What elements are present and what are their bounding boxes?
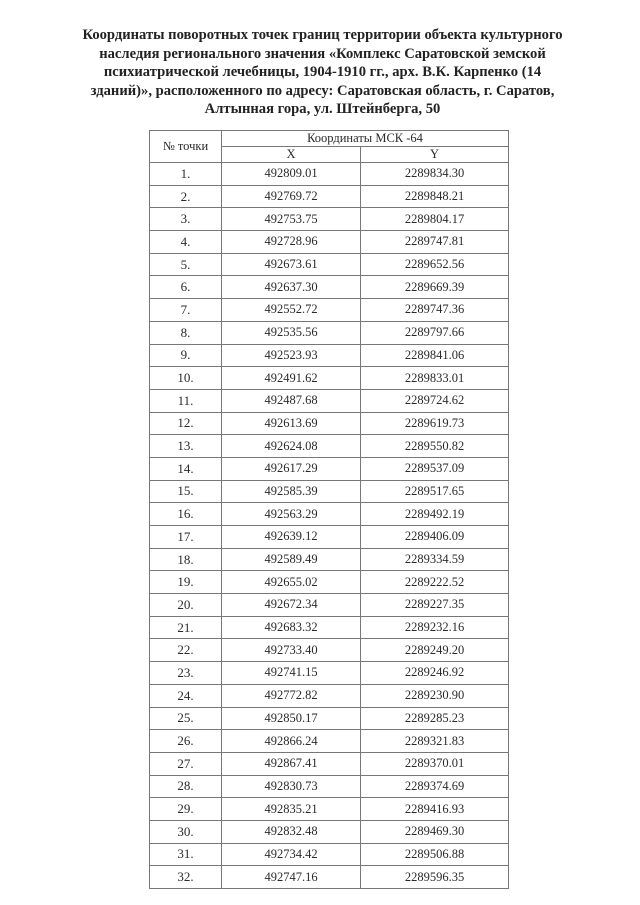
cell-x: 492673.61 xyxy=(222,253,361,276)
table-row xyxy=(150,616,509,639)
cell-point-number: 10. xyxy=(150,367,222,390)
table-row xyxy=(150,730,509,753)
cell-y: 2289232.16 xyxy=(361,616,509,639)
cell-point-number: 21. xyxy=(150,616,222,639)
cell-point-number: 20. xyxy=(150,594,222,617)
table-row xyxy=(150,253,509,276)
title-line-5: Алтынная гора, ул. Штейнберга, 50 xyxy=(204,101,441,118)
cell-x: 492655.02 xyxy=(222,571,361,594)
table-row xyxy=(150,752,509,775)
cell-point-number: 18. xyxy=(150,548,222,571)
cell-x: 492769.72 xyxy=(222,185,361,208)
cell-x: 492624.08 xyxy=(222,435,361,458)
table-row xyxy=(150,389,509,412)
table-row xyxy=(150,435,509,458)
table-row xyxy=(150,367,509,390)
table-row xyxy=(150,662,509,685)
header-y: Y xyxy=(361,147,509,163)
cell-x: 492523.93 xyxy=(222,344,361,367)
cell-y: 2289230.90 xyxy=(361,684,509,707)
table-row xyxy=(150,163,509,186)
cell-x: 492535.56 xyxy=(222,321,361,344)
cell-point-number: 2. xyxy=(150,185,222,208)
cell-point-number: 29. xyxy=(150,798,222,821)
table-row xyxy=(150,457,509,480)
title-line-3: психиатрической лечебницы, 1904-1910 гг., арх. В.К. Карпенко (14 xyxy=(103,64,542,81)
cell-point-number: 16. xyxy=(150,503,222,526)
cell-x: 492491.62 xyxy=(222,367,361,390)
cell-x: 492809.01 xyxy=(222,163,361,186)
cell-y: 2289619.73 xyxy=(361,412,509,435)
cell-point-number: 22. xyxy=(150,639,222,662)
cell-y: 2289517.65 xyxy=(361,480,509,503)
cell-x: 492728.96 xyxy=(222,231,361,254)
cell-x: 492672.34 xyxy=(222,594,361,617)
cell-y: 2289747.81 xyxy=(361,231,509,254)
cell-y: 2289227.35 xyxy=(361,594,509,617)
cell-x: 492832.48 xyxy=(222,820,361,843)
cell-x: 492617.29 xyxy=(222,457,361,480)
cell-y: 2289724.62 xyxy=(361,389,509,412)
cell-x: 492835.21 xyxy=(222,798,361,821)
cell-y: 2289416.93 xyxy=(361,798,509,821)
cell-y: 2289222.52 xyxy=(361,571,509,594)
cell-point-number: 9. xyxy=(150,344,222,367)
cell-point-number: 27. xyxy=(150,752,222,775)
table-row xyxy=(150,344,509,367)
cell-x: 492589.49 xyxy=(222,548,361,571)
table-row xyxy=(150,276,509,299)
cell-point-number: 13. xyxy=(150,435,222,458)
table-row xyxy=(150,798,509,821)
cell-y: 2289537.09 xyxy=(361,457,509,480)
cell-y: 2289797.66 xyxy=(361,321,509,344)
cell-point-number: 6. xyxy=(150,276,222,299)
cell-y: 2289506.88 xyxy=(361,843,509,866)
cell-point-number: 24. xyxy=(150,684,222,707)
table-row xyxy=(150,866,509,889)
table-row xyxy=(150,684,509,707)
cell-point-number: 7. xyxy=(150,299,222,322)
cell-point-number: 32. xyxy=(150,866,222,889)
cell-point-number: 3. xyxy=(150,208,222,231)
cell-x: 492585.39 xyxy=(222,480,361,503)
cell-y: 2289652.56 xyxy=(361,253,509,276)
table-row xyxy=(150,843,509,866)
cell-x: 492487.68 xyxy=(222,389,361,412)
cell-y: 2289370.01 xyxy=(361,752,509,775)
cell-x: 492552.72 xyxy=(222,299,361,322)
cell-x: 492866.24 xyxy=(222,730,361,753)
cell-y: 2289249.20 xyxy=(361,639,509,662)
cell-x: 492850.17 xyxy=(222,707,361,730)
table-row xyxy=(150,412,509,435)
coordinates-table xyxy=(149,130,509,889)
table-row xyxy=(150,185,509,208)
table-row xyxy=(150,299,509,322)
cell-y: 2289833.01 xyxy=(361,367,509,390)
cell-y: 2289669.39 xyxy=(361,276,509,299)
cell-y: 2289406.09 xyxy=(361,526,509,549)
cell-y: 2289848.21 xyxy=(361,185,509,208)
header-coordinates: Координаты МСК -64 xyxy=(222,131,509,147)
header-point-number: № точки xyxy=(150,131,222,163)
cell-x: 492734.42 xyxy=(222,843,361,866)
cell-x: 492563.29 xyxy=(222,503,361,526)
cell-x: 492753.75 xyxy=(222,208,361,231)
table-row xyxy=(150,503,509,526)
cell-point-number: 23. xyxy=(150,662,222,685)
cell-y: 2289469.30 xyxy=(361,820,509,843)
title-line-2: наследия регионального значения «Комплекс Саратовской земской xyxy=(99,45,546,62)
document-title xyxy=(70,26,575,119)
table-body xyxy=(150,163,509,889)
cell-y: 2289334.59 xyxy=(361,548,509,571)
cell-y: 2289841.06 xyxy=(361,344,509,367)
title-line-1: Координаты поворотных точек границ территории объекта культурного xyxy=(82,27,563,43)
title-line-4: зданий)», расположенного по адресу: Саратовская область, г. Саратов, xyxy=(90,82,555,99)
cell-point-number: 12. xyxy=(150,412,222,435)
cell-x: 492772.82 xyxy=(222,684,361,707)
cell-y: 2289747.36 xyxy=(361,299,509,322)
cell-point-number: 28. xyxy=(150,775,222,798)
cell-y: 2289285.23 xyxy=(361,707,509,730)
cell-y: 2289246.92 xyxy=(361,662,509,685)
cell-x: 492683.32 xyxy=(222,616,361,639)
cell-y: 2289834.30 xyxy=(361,163,509,186)
cell-point-number: 19. xyxy=(150,571,222,594)
cell-point-number: 14. xyxy=(150,457,222,480)
table-row xyxy=(150,571,509,594)
cell-point-number: 30. xyxy=(150,820,222,843)
table-row xyxy=(150,639,509,662)
table-row xyxy=(150,480,509,503)
cell-y: 2289596.35 xyxy=(361,866,509,889)
cell-point-number: 25. xyxy=(150,707,222,730)
cell-x: 492637.30 xyxy=(222,276,361,299)
cell-point-number: 31. xyxy=(150,843,222,866)
cell-y: 2289374.69 xyxy=(361,775,509,798)
table-row xyxy=(150,321,509,344)
table-row xyxy=(150,775,509,798)
table-row xyxy=(150,820,509,843)
cell-x: 492867.41 xyxy=(222,752,361,775)
cell-x: 492639.12 xyxy=(222,526,361,549)
cell-x: 492741.15 xyxy=(222,662,361,685)
cell-point-number: 5. xyxy=(150,253,222,276)
cell-point-number: 11. xyxy=(150,389,222,412)
cell-y: 2289492.19 xyxy=(361,503,509,526)
cell-point-number: 26. xyxy=(150,730,222,753)
cell-x: 492613.69 xyxy=(222,412,361,435)
header-x: X xyxy=(222,147,361,163)
cell-x: 492733.40 xyxy=(222,639,361,662)
table-row xyxy=(150,231,509,254)
cell-y: 2289804.17 xyxy=(361,208,509,231)
cell-point-number: 17. xyxy=(150,526,222,549)
table-row xyxy=(150,526,509,549)
cell-point-number: 1. xyxy=(150,163,222,186)
table-row xyxy=(150,707,509,730)
table-row xyxy=(150,548,509,571)
cell-point-number: 4. xyxy=(150,231,222,254)
table-row xyxy=(150,594,509,617)
cell-point-number: 8. xyxy=(150,321,222,344)
cell-x: 492830.73 xyxy=(222,775,361,798)
cell-y: 2289550.82 xyxy=(361,435,509,458)
cell-y: 2289321.83 xyxy=(361,730,509,753)
table-row xyxy=(150,208,509,231)
cell-point-number: 15. xyxy=(150,480,222,503)
cell-x: 492747.16 xyxy=(222,866,361,889)
